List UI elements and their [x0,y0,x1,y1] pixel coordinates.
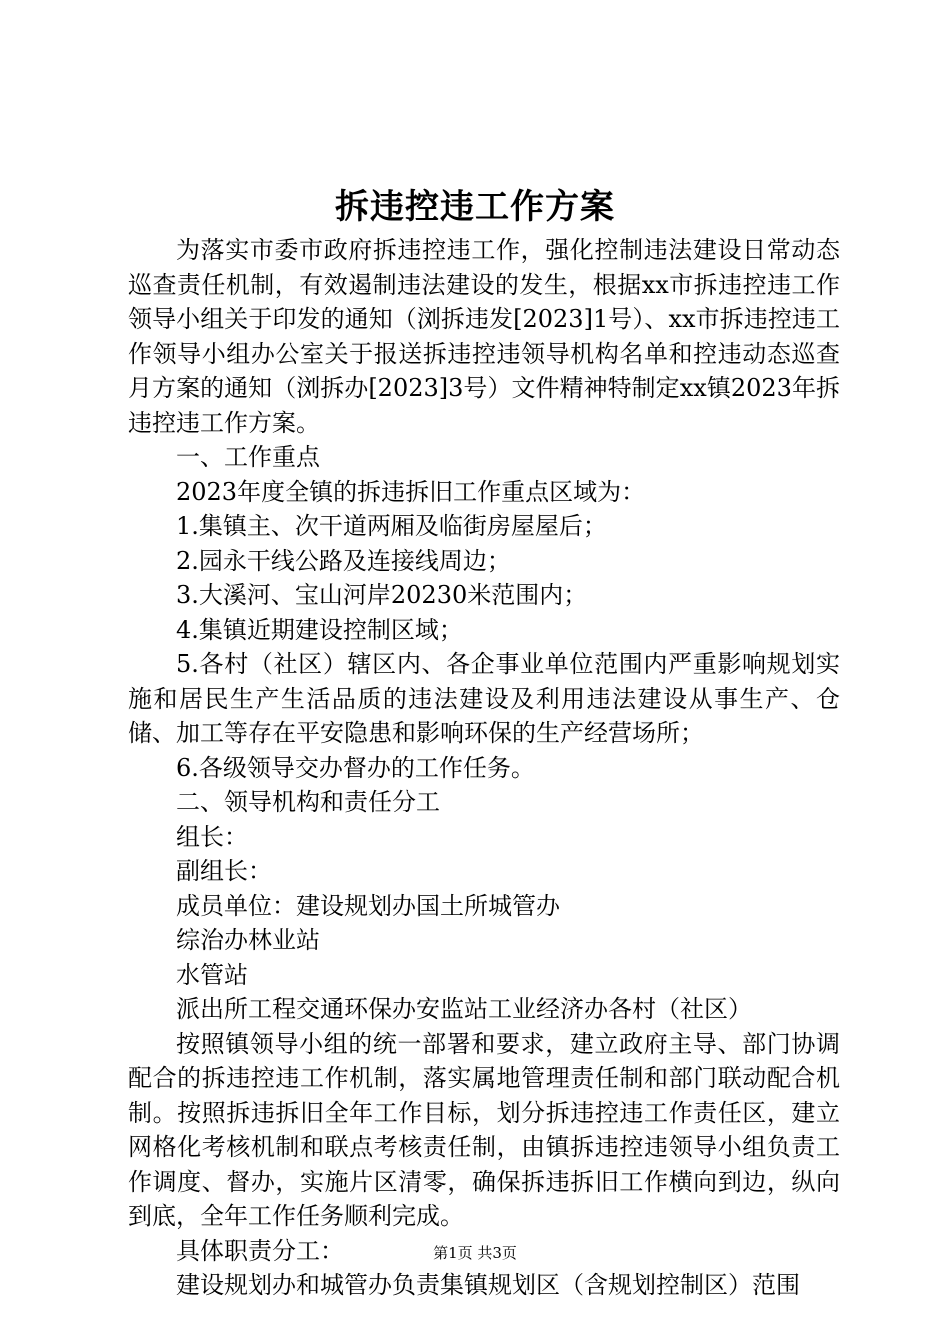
focus-item-1: 1.集镇主、次干道两厢及临街房屋屋后； [176,512,607,540]
team-leader-line: 组长： [176,822,248,851]
intro-paragraph: 为落实市委市政府拆违控违工作，强化控制违法建设日常动态巡查责任机制，有效遏制违法建设的发生，根据xx市拆违控违工作领导小组关于印发的通知（浏拆违发[2023]1号）、xx市拆违控违工作领导小组办公室关于报送拆违控违领导机构名单和控违动态巡查月方案的通知（浏拆办[2023]3号）文件精神特制定xx镇2023年拆违控违工作方案。 [128,236,840,437]
page-footer: 第1页 共3页 [433,1244,517,1262]
document-body [128,233,840,1303]
member-units-line-4: 派出所工程交通环保办安监站工业经济办各村（社区） [176,995,752,1023]
focus-item-2: 2.园永干线公路及连接线周边； [176,546,511,575]
deputy-leader-line: 副组长： [176,857,272,885]
duties-heading: 具体职责分工： [176,1236,344,1265]
document-title: 拆违控违工作方案 [335,187,615,227]
duties-paragraph: 建设规划办和城管办负责集镇规划区（含规划控制区）范围 [176,1271,800,1299]
section-heading-work-focus: 一、工作重点 [176,443,320,471]
member-units-line-3: 水管站 [176,960,248,989]
section-heading-leadership: 二、领导机构和责任分工 [176,788,440,816]
mechanism-paragraph: 按照镇领导小组的统一部署和要求，建立政府主导、部门协调配合的拆违控违工作机制，落实属地管理责任制和部门联动配合机制。按照拆违拆旧全年工作目标，划分拆违控违工作责任区，建立网格化考核机制和联点考核责任制，由镇拆违控违领导小组负责工作调度、督办，实施片区清零，确保拆违拆旧工作横向到边，纵向到底，全年工作任务顺利完成。 [128,1029,840,1230]
member-units-line-2: 综治办林业站 [176,926,320,954]
focus-item-6: 6.各级领导交办督办的工作任务。 [176,753,535,782]
focus-item-3: 3.大溪河、宝山河岸20230米范围内； [176,581,588,609]
focus-item-4: 4.集镇近期建设控制区域； [176,615,463,644]
member-units-line: 成员单位：建设规划办国土所城管办 [176,891,560,920]
focus-areas-intro: 2023年度全镇的拆违拆旧工作重点区域为： [176,477,646,506]
focus-item-5: 5.各村（社区）辖区内、各企事业单位范围内严重影响规划实施和居民生产生活品质的违法建设及利用违法建设从事生产、仓储、加工等存在平安隐患和影响环保的生产经营场所； [128,650,840,747]
